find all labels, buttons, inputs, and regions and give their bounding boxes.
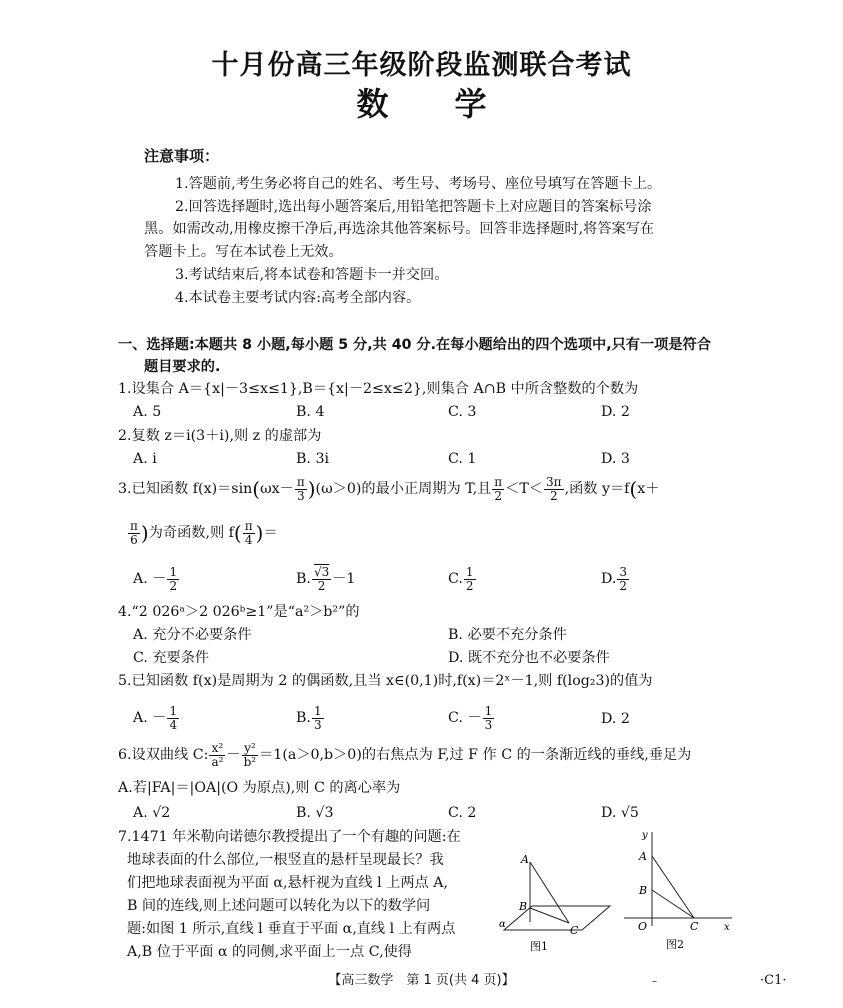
q2-option-b: B. 3i [296,451,330,467]
q3-text-f: 为奇函数,则 f [148,525,234,542]
note-line-6: 4.本试卷主要考试内容:高考全部内容。 [175,290,421,306]
q5-option-d: D. 2 [601,711,630,727]
q5-option-c: C. － $\frac{1}{3}$ [448,704,493,732]
note-line-5: 3.考试结束后,将本试卷和答题卡一并交回。 [175,267,449,283]
fig1-label-A: A [521,853,529,866]
q1-option-d: D. 2 [601,404,630,420]
q3-option-c: C. $\frac{1}{2}$ [448,565,474,593]
q7-line-3: 们把地球表面视为平面 α,悬杆视为直线 l 上两点 A, [127,875,448,891]
q3-text-c: (ω＞0)的最小正周期为 T,且 [315,481,492,498]
paper-code: ·C1· [760,973,787,988]
section-heading-line-2: 题目要求的. [144,359,221,375]
q1-stem: 1.设集合 A＝{x|－3≤x≤1},B＝{x|－2≤x≤2},则集合 A∩B 中所含整数的个数为 [118,381,639,397]
note-line-2: 2.回答选择题时,选出每小题答案后,用铅笔把答题卡上对应题目的答案标号涂 [175,199,652,215]
q3-stem-line-1: 3.已知函数 f(x)＝sin(ωx－ $\frac{\pi}{3}$ )(ω＞0)的最小正周期为 T,且 $\frac{\pi}{2}$ ＜T＜ $\frac{3\pi}{2}$ ,函数 y＝f(x＋ [118,475,660,503]
fig2-line-BC [652,890,694,918]
q6-stem-line-2: A.若|FA|＝|OA|(O 为原点),则 C 的离心率为 [118,780,401,796]
q4-option-c: C. 充要条件 [133,650,210,666]
note-line-4: 答题卡上。写在本试卷上无效。 [144,244,343,260]
q3-option-a: A. － $\frac{1}{2}$ [133,565,178,593]
q3-frac-pi-3: $\frac{\pi}{3}$ [296,475,305,503]
q3-stem-line-2: $\frac{\pi}{6}$ )为奇函数,则 f( $\frac{\pi}{4}$ )＝ [130,519,278,547]
notes-heading: 注意事项： [144,147,220,165]
q5-option-a: A. － $\frac{1}{4}$ [133,704,178,732]
q6-option-a: A. √2 [133,805,171,821]
q1-option-c: C. 3 [448,404,477,420]
fig1-label-C: C [570,924,579,937]
fig1-label-alpha: α [499,919,506,930]
q3-text-g: ＝ [263,525,278,542]
fig2-label-O: O [638,920,648,933]
fig2-label-A: A [639,850,647,863]
fig2-caption: 图2 [666,938,684,951]
subject-char-2: 学 [454,85,487,123]
q2-option-a: A. i [133,451,157,467]
q6-option-b: B. √3 [296,805,334,821]
q7-line-5: 题:如图 1 所示,直线 l 垂直于平面 α,直线 l 上有两点 [127,921,456,937]
fig2-label-x: x [724,922,730,933]
q2-option-d: D. 3 [601,451,630,467]
q3-frac-pi-2: $\frac{\pi}{2}$ [494,475,503,503]
section-heading-line-1: 一、选择题:本题共 8 小题,每小题 5 分,共 40 分.在每小题给出的四个选项中,只有一项是符合 [118,337,711,353]
figure-2 [620,826,740,958]
q3-frac-pi-6: $\frac{\pi}{6}$ [130,519,138,547]
q6-option-d: D. √5 [601,805,639,821]
exam-title: 十月份高三年级阶段监测联合考试 [211,50,632,81]
q6-option-c: C. 2 [448,805,477,821]
q3-text-d: ,函数 y＝f [564,481,630,498]
q7-line-4: B 间的连线,则上述问题可以转化为以下的数学问 [127,898,431,914]
q6-stem-line-1: 6.设双曲线 C: $\frac{\text{x²}}{\text{a²}}$ － $\frac{\text{y²}}{\text{b²}}$ ＝1(a＞0,b＞0)的右焦点为 F,过 F 作 C 的一条渐近线的垂线,垂足为 [118,741,692,769]
q3-text-a: 3.已知函数 f(x)＝sin [118,481,253,498]
q4-stem: 4.“2 026ᵃ＞2 026ᵇ≥1”是“a²＞b²”的 [118,604,360,620]
fig1-label-B: B [519,900,528,913]
fig1-line-AC [530,862,569,923]
footer-mark: – [652,976,657,987]
q7-line-1: 7.1471 年米勒向诺德尔教授提出了一个有趣的问题:在 [118,829,461,845]
q7-line-6: A,B 位于平面 α 的同侧,求平面上一点 C,使得 [127,944,412,960]
fig1-caption: 图1 [530,940,548,953]
q3-text-e: x＋ [637,481,660,498]
q3-frac-pi-4: $\frac{\pi}{4}$ [244,519,253,547]
q5-option-b: B. $\frac{1}{3}$ [296,704,322,732]
q1-option-a: A. 5 [133,404,162,420]
q2-option-c: C. 1 [448,451,477,467]
q4-option-b: B. 必要不充分条件 [448,627,567,643]
figure-1 [490,848,615,958]
q5-stem: 5.已知函数 f(x)是周期为 2 的偶函数,且当 x∈(0,1)时,f(x)＝2ˣ－1,则 f(log₂3)的值为 [118,673,653,689]
q3-option-d: D. $\frac{3}{2}$ [601,565,628,593]
q2-stem: 2.复数 z＝i(3＋i),则 z 的虚部为 [118,428,322,444]
q3-option-b: B. $\frac{√3}{2}$ －1 [296,565,356,593]
q4-option-a: A. 充分不必要条件 [133,627,252,643]
fig2-label-y: y [642,830,648,841]
subject-title [0,85,843,123]
q3-text-b: ωx－ [260,481,294,498]
q4-option-d: D. 既不充分也不必要条件 [448,650,610,666]
note-line-1: 1.答题前,考生务必将自己的姓名、考生号、考场号、座位号填写在答题卡上。 [175,176,662,192]
q1-option-b: B. 4 [296,404,325,420]
fig2-line-AC [652,856,694,918]
fig2-label-C: C [690,920,699,933]
page-footer: 【高三数学 第 1 页(共 4 页)】 [328,973,515,988]
fig2-label-B: B [639,884,648,897]
fig1-line-BC [530,908,569,923]
q7-line-2: 地球表面的什么部位,一根竖直的悬杆呈现最长？我 [127,852,444,868]
q3-frac-3pi-2: $\frac{3\pi}{2}$ [546,475,562,503]
subject-char-1: 数 [356,85,389,123]
note-line-3: 黑。如需改动,用橡皮擦干净后,再选涂其他答案标号。回答非选择题时,将答案写在 [144,221,655,237]
